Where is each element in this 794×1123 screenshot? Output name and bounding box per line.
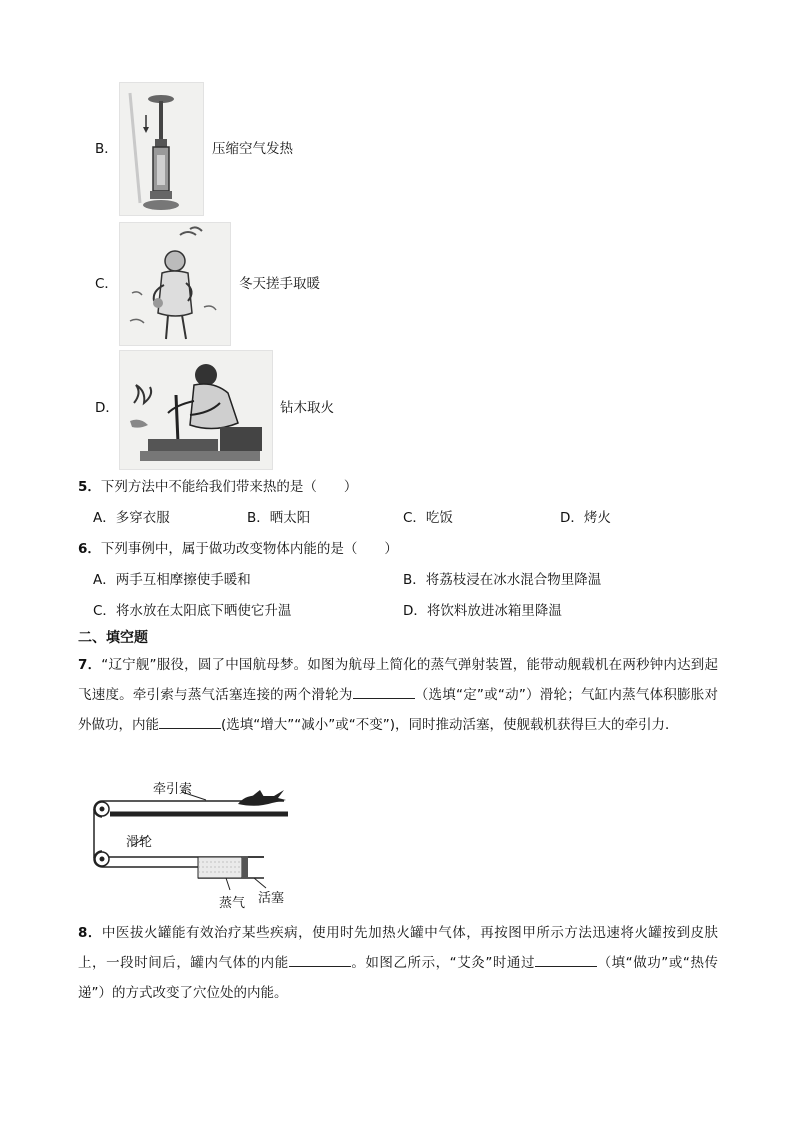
question-number: 5．: [78, 479, 101, 495]
q8-text-part2: 。如图乙所示，“艾灸”时通过: [350, 955, 536, 971]
q6-option-d: D．将饮料放进冰箱里降温: [403, 603, 562, 619]
option-b-letter: B．: [95, 141, 118, 157]
section-title: 二、填空题: [78, 630, 148, 646]
answer-blank[interactable]: [159, 714, 221, 729]
air-compression-image: [119, 82, 204, 216]
question-number: 6．: [78, 541, 101, 557]
option-b-caption: 压缩空气发热: [212, 141, 293, 157]
question-5-stem: [78, 478, 357, 496]
question-number: 7．: [78, 657, 102, 673]
q5-option-a: A．多穿衣服: [93, 510, 170, 526]
answer-blank[interactable]: [289, 952, 351, 967]
q7-text-part1: “辽宁舰”服役，圆了中国航母梦。如图为航母上简化的蒸气弹射装置，能带动舰载机在两秒钟内达到起飞速度。牵引索与蒸气活塞连接的两个滑轮为: [78, 657, 718, 703]
option-d-caption: 钻木取火: [280, 400, 334, 416]
option-d-letter: D．: [95, 400, 119, 416]
label-piston: 活塞: [258, 891, 285, 906]
question-8: [78, 918, 718, 1008]
q6-option-b: B．将荔枝浸在冰水混合物里降温: [403, 572, 602, 588]
question-number: 8．: [78, 925, 102, 941]
question-text: 下列事例中，属于做功改变物体内能的是（ ）: [100, 541, 398, 557]
question-7: [78, 650, 718, 740]
q6-option-a: A．两手互相摩擦使手暖和: [93, 572, 251, 588]
q7-text-part3: (选填“增大”“减小”或“不变”)，同时推动活塞，使舰载机获得巨大的牵引力．: [221, 717, 679, 733]
option-c-letter: C．: [95, 276, 118, 292]
label-steam: 蒸气: [219, 896, 246, 911]
drill-wood-fire-image: [119, 350, 273, 470]
q8-text-part1: 中医拔火罐能有效治疗某些疾病，使用时先加热火罐中气体，再按图甲所示方法迅速将火罐按到皮肤上，一段时间后，罐内气体的内能: [78, 925, 718, 971]
carrier-aircraft: [238, 790, 286, 806]
option-c-caption: 冬天搓手取暖: [239, 276, 320, 292]
q5-option-c: C．吃饭: [403, 510, 453, 526]
q6-option-c: C．将水放在太阳底下晒使它升温: [93, 603, 292, 619]
rubbing-hands-image: [119, 222, 231, 346]
answer-blank[interactable]: [535, 952, 597, 967]
question-6-stem: [78, 540, 398, 558]
piston: [242, 857, 248, 878]
q5-option-b: B．晒太阳: [247, 510, 311, 526]
label-pulley: 滑轮: [126, 835, 153, 850]
label-rope: 牵引索: [153, 782, 193, 797]
question-text: 下列方法中不能给我们带来热的是（ ）: [100, 479, 358, 495]
answer-blank[interactable]: [353, 684, 415, 699]
q8-text-part3: （填“做功”或“热传递”）的方式改变了穴位处的内能。: [78, 955, 719, 1001]
q5-option-d: D．烤火: [560, 510, 611, 526]
q7-text-part2: （选填“定”或“动”）滑轮；气缸内蒸气体积膨胀对外做功，内能: [78, 687, 719, 733]
